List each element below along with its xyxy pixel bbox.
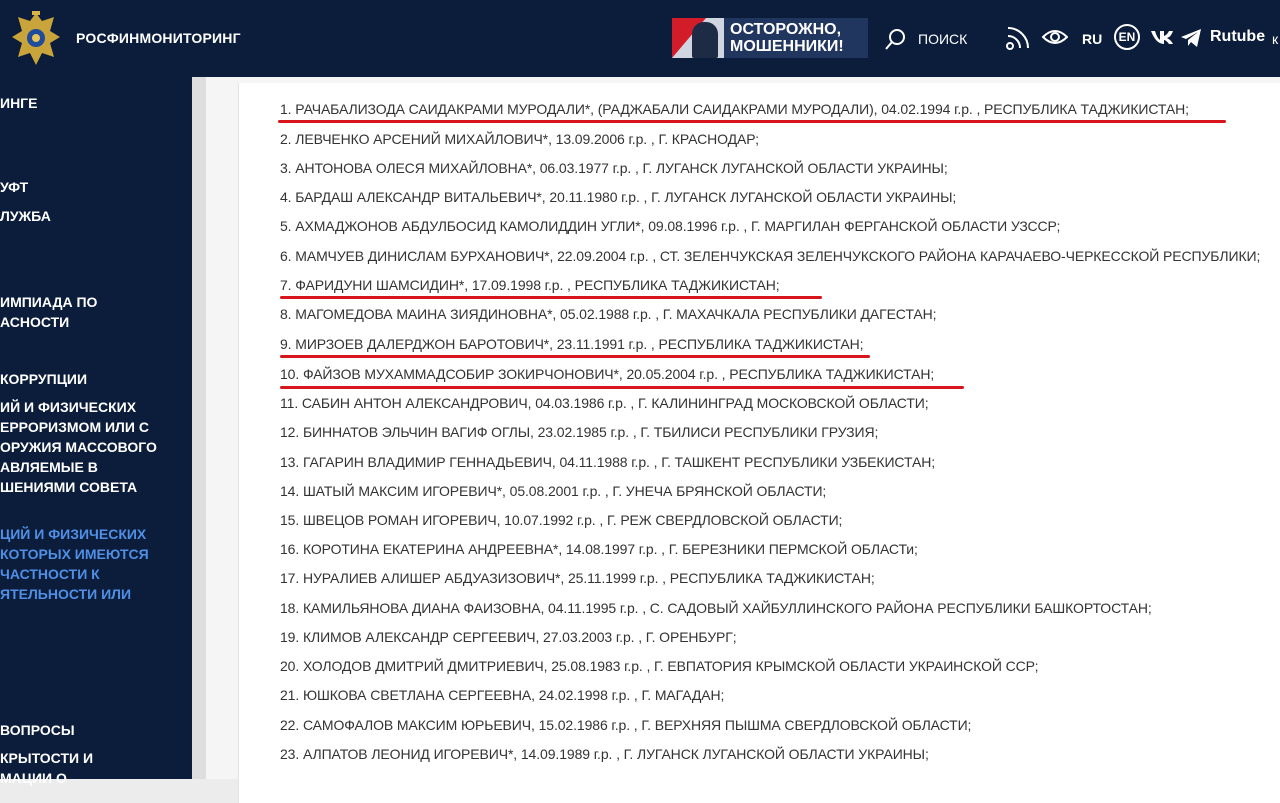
list-item: 12. БИННАТОВ ЭЛЬЧИН ВАГИФ ОГЛЫ, 23.02.1985 г.р. , Г. ТБИЛИСИ РЕСПУБЛИКИ ГРУЗИЯ;: [280, 424, 879, 440]
header-extra[interactable]: к: [1272, 31, 1279, 47]
list-item: 7. ФАРИДУНИ ШАМСИДИН*, 17.09.1998 г.р. , РЕСПУБЛИКА ТАДЖИКИСТАН;: [280, 277, 780, 293]
sidebar-item[interactable]: ИНГЕ: [0, 95, 38, 111]
rss-icon[interactable]: [1004, 24, 1032, 52]
search-button[interactable]: [884, 27, 967, 51]
sidebar-item[interactable]: КРЫТОСТИ И: [0, 750, 94, 766]
list-item: 15. ШВЕЦОВ РОМАН ИГОРЕВИЧ, 10.07.1992 г.р. , Г. РЕЖ СВЕРДЛОВСКОЙ ОБЛАСТИ;: [280, 512, 843, 528]
list-item: 17. НУРАЛИЕВ АЛИШЕР АБДУАЗИЗОВИЧ*, 25.11.1999 г.р. , РЕСПУБЛИКА ТАДЖИКИСТАН;: [280, 570, 875, 586]
sidebar-item[interactable]: ЕРРОРИЗМОМ ИЛИ С: [0, 419, 149, 435]
sidebar-divider: [192, 77, 206, 779]
sidebar-item[interactable]: УФТ: [0, 179, 29, 195]
list-item: 1. РАЧАБАЛИЗОДА САИДАКРАМИ МУРОДАЛИ*, (РАДЖАБАЛИ САИДАКРАМИ МУРОДАЛИ), 04.02.1994 г.р. , РЕСПУБЛИКА ТАДЖИКИСТАН;: [280, 101, 1189, 117]
site-header: [0, 0, 1280, 77]
list-item: 21. ЮШКОВА СВЕТЛАНА СЕРГЕЕВНА, 24.02.1998 г.р. , Г. МАГАДАН;: [280, 687, 725, 703]
sidebar-item[interactable]: ЛУЖБА: [0, 208, 51, 224]
sidebar-item[interactable]: КОРРУПЦИИ: [0, 371, 88, 387]
highlight-underline: [280, 355, 870, 358]
sidebar-item-active[interactable]: КОТОРЫХ ИМЕЮТСЯ: [0, 546, 149, 562]
sidebar-item-active[interactable]: ЯТЕЛЬНОСТИ ИЛИ: [0, 586, 132, 602]
banner-line2: МОШЕННИКИ!: [730, 38, 844, 55]
sidebar-item[interactable]: МАЦИИ О: [0, 770, 67, 786]
list-item: 3. АНТОНОВА ОЛЕСЯ МИХАЙЛОВНА*, 06.03.1977 г.р. , Г. ЛУГАНСК ЛУГАНСКОЙ ОБЛАСТИ УКРАИНЫ;: [280, 160, 948, 176]
list-item: 16. КОРОТИНА ЕКАТЕРИНА АНДРЕЕВНА*, 14.08.1997 г.р. , Г. БЕРЕЗНИКИ ПЕРМСКОЙ ОБЛАСТи;: [280, 541, 918, 557]
list-item: 6. МАМЧУЕВ ДИНИСЛАМ БУРХАНОВИЧ*, 22.09.2004 г.р. , СТ. ЗЕЛЕНЧУКСКАЯ ЗЕЛЕНЧУКСКОГО РАЙОНА КАРАЧАЕВО-ЧЕРКЕССКОЙ РЕСПУБЛИКИ;: [280, 248, 1261, 264]
list-item: 8. МАГОМЕДОВА МАИНА ЗИЯДИНОВНА*, 05.02.1988 г.р. , Г. МАХАЧКАЛА РЕСПУБЛИКИ ДАГЕСТАН;: [280, 306, 937, 322]
highlight-underline: [280, 296, 822, 299]
sidebar-item-active[interactable]: ЦИЙ И ФИЗИЧЕСКИХ: [0, 526, 147, 542]
list-item: 10. ФАЙЗОВ МУХАММАДСОБИР ЗОКИРЧОНОВИЧ*, 20.05.2004 г.р. , РЕСПУБЛИКА ТАДЖИКИСТАН;: [280, 366, 935, 382]
list-item: 18. КАМИЛЬЯНОВА ДИАНА ФАИЗОВНА, 04.11.1995 г.р. , С. САДОВЫЙ ХАЙБУЛЛИНСКОГО РАЙОНА РЕСПУБЛИКИ БАШКОРТОСТАН;: [280, 600, 1152, 616]
vk-icon[interactable]: [1150, 29, 1174, 45]
sidebar-item[interactable]: АВЛЯЕМЫЕ В: [0, 459, 98, 475]
sidebar-item[interactable]: АСНОСТИ: [0, 314, 70, 330]
list-item: 9. МИРЗОЕВ ДАЛЕРДЖОН БАРОТОВИЧ*, 23.11.1991 г.р. , РЕСПУБЛИКА ТАДЖИКИСТАН;: [280, 336, 864, 352]
search-icon: [884, 27, 908, 51]
sidebar: [0, 77, 192, 786]
list-item: 23. АЛПАТОВ ЛЕОНИД ИГОРЕВИЧ*, 14.09.1989 г.р. , Г. ЛУГАНСК ЛУГАНСКОЙ ОБЛАСТИ УКРАИНЫ;: [280, 746, 929, 762]
sidebar-item[interactable]: ИМПИАДА ПО: [0, 294, 98, 310]
rutube-link[interactable]: Rutube: [1210, 28, 1266, 45]
lang-ru[interactable]: RU: [1082, 31, 1103, 47]
sidebar-item[interactable]: ОРУЖИЯ МАССОВОГО: [0, 439, 157, 455]
banner-image: [672, 18, 724, 58]
list-item: 2. ЛЕВЧЕНКО АРСЕНИЙ МИХАЙЛОВИЧ*, 13.09.2006 г.р. , Г. КРАСНОДАР;: [280, 131, 759, 147]
list-item: 11. САБИН АНТОН АЛЕКСАНДРОВИЧ, 04.03.1986 г.р. , Г. КАЛИНИНГРАД МОСКОВСКОЙ ОБЛАСТИ;: [280, 395, 929, 411]
emblem-icon[interactable]: [6, 7, 66, 69]
list-item: 14. ШАТЫЙ МАКСИМ ИГОРЕВИЧ*, 05.08.2001 г.р. , Г. УНЕЧА БРЯНСКОЙ ОБЛАСТИ;: [280, 483, 827, 499]
eye-icon[interactable]: [1042, 28, 1068, 46]
highlight-underline: [278, 120, 1226, 123]
site-name[interactable]: РОСФИНМОНИТОРИНГ: [76, 30, 241, 46]
list-item: 22. САМОФАЛОВ МАКСИМ ЮРЬЕВИЧ, 15.02.1986 г.р. , Г. ВЕРХНЯЯ ПЫШМА СВЕРДЛОВСКОЙ ОБЛАСТИ;: [280, 717, 972, 733]
sidebar-item-active[interactable]: ЧАСТНОСТИ К: [0, 566, 100, 582]
lang-en[interactable]: EN: [1114, 24, 1140, 50]
telegram-icon[interactable]: [1180, 28, 1202, 48]
list-item: 5. АХМАДЖОНОВ АБДУЛБОСИД КАМОЛИДДИН УГЛИ*, 09.08.1996 г.р. , Г. МАРГИЛАН ФЕРГАНСКОЙ ОБЛАСТИ УЗССР;: [280, 218, 1061, 234]
fraud-warning-banner[interactable]: [672, 18, 868, 58]
list-item: 13. ГАГАРИН ВЛАДИМИР ГЕННАДЬЕВИЧ, 04.11.1988 г.р. , Г. ТАШКЕНТ РЕСПУБЛИКИ УЗБЕКИСТАН;: [280, 454, 935, 470]
banner-line1: ОСТОРОЖНО,: [730, 21, 842, 38]
search-label: ПОИСК: [918, 31, 968, 47]
sidebar-item[interactable]: ИЙ И ФИЗИЧЕСКИХ: [0, 399, 137, 415]
list-item: 19. КЛИМОВ АЛЕКСАНДР СЕРГЕЕВИЧ, 27.03.2003 г.р. , Г. ОРЕНБУРГ;: [280, 629, 737, 645]
list-item: 20. ХОЛОДОВ ДМИТРИЙ ДМИТРИЕВИЧ, 25.08.1983 г.р. , Г. ЕВПАТОРИЯ КРЫМСКОЙ ОБЛАСТИ УКРАИНСКОЙ ССР;: [280, 658, 1039, 674]
list-item: 4. БАРДАШ АЛЕКСАНДР ВИТАЛЬЕВИЧ*, 20.11.1980 г.р. , Г. ЛУГАНСК ЛУГАНСКОЙ ОБЛАСТИ УКРАИНЫ;: [280, 189, 957, 205]
highlight-underline: [280, 386, 964, 389]
sidebar-item[interactable]: ВОПРОСЫ: [0, 722, 75, 738]
sidebar-item[interactable]: ШЕНИЯМИ СОВЕТА: [0, 479, 138, 495]
